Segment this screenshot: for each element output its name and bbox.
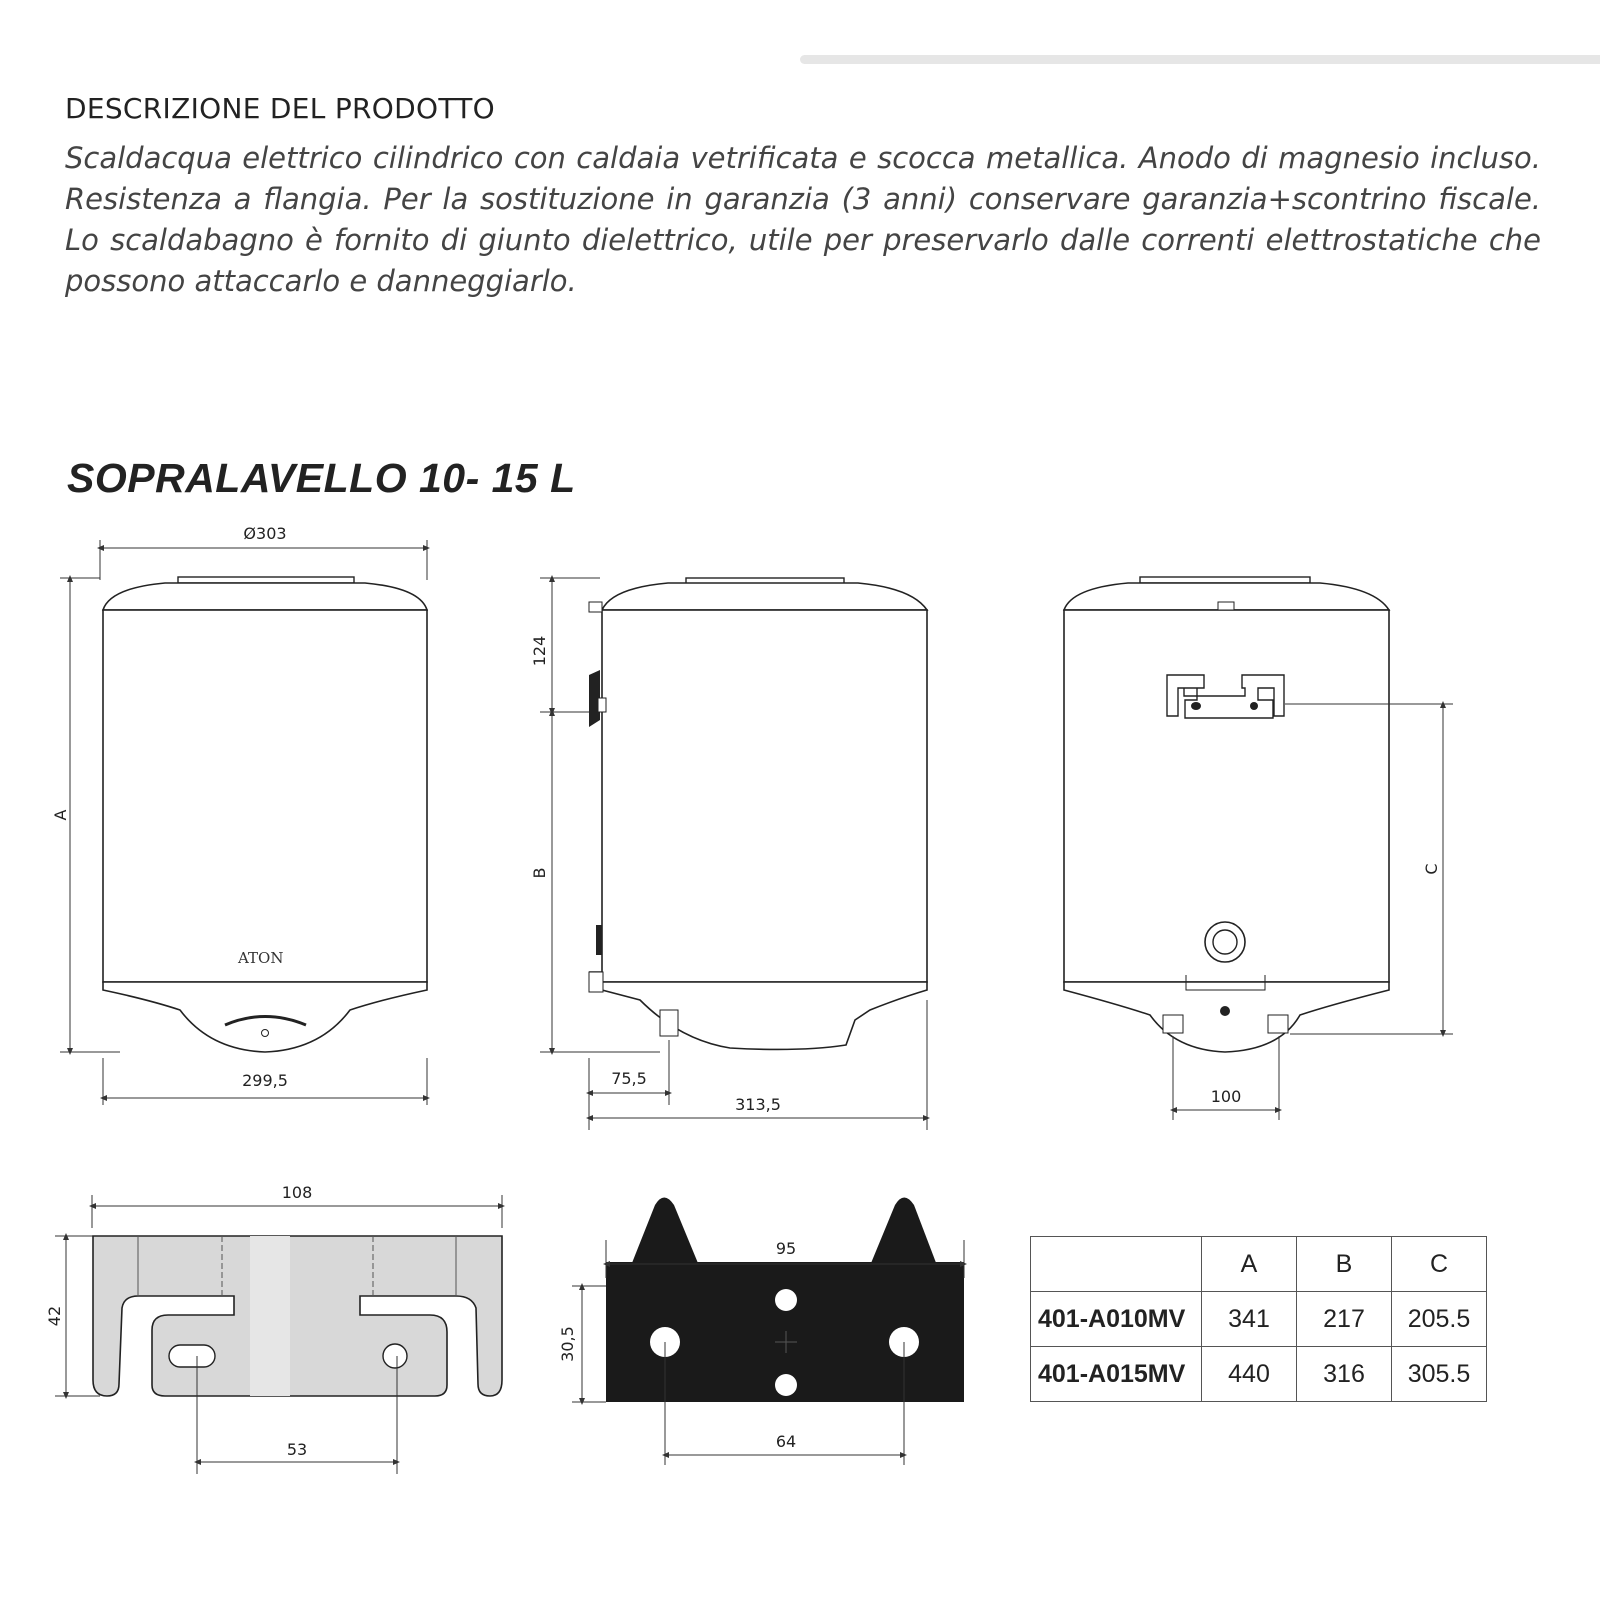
table-cell: 341 (1202, 1292, 1297, 1347)
spec-table (1030, 1236, 1487, 1402)
dim-label-b: B (530, 867, 549, 879)
table-cell: 205.5 (1392, 1292, 1487, 1347)
model-title: SOPRALAVELLO 10- 15 L (67, 455, 576, 501)
table-header-cell: B (1297, 1237, 1392, 1292)
wall-bracket (45, 1183, 502, 1474)
dim-diameter: Ø303 (243, 524, 287, 543)
table-cell: 217 (1297, 1292, 1392, 1347)
table-row (1031, 1347, 1487, 1402)
table-header-cell: C (1392, 1237, 1487, 1292)
back-view (1064, 577, 1453, 1120)
dim-back-pipe-spacing: 100 (1210, 1087, 1242, 1106)
table-cell: 305.5 (1392, 1347, 1487, 1402)
table-cell: 401-A010MV (1031, 1292, 1202, 1347)
dim-bracket-holes: 53 (286, 1440, 308, 1459)
side-view (530, 578, 927, 1130)
dim-bracket-width: 108 (281, 1183, 313, 1202)
product-description: Scaldacqua elettrico cilindrico con caldaia vetrificata e scocca metallica. Anodo di magnesio incluso. Resistenza a flangia. Per la sostituzione in garanzia (3 anni) conservare garanzia+scontrino fiscale. Lo scaldabagno è fornito di giunto dielettrico, utile per preservarlo dalle correnti elettrostatiche che possono attaccarlo e danneggiarlo. (65, 141, 1541, 298)
section-heading: DESCRIZIONE DEL PRODOTTO (65, 92, 495, 125)
dim-side-pipe: 75,5 (611, 1069, 647, 1088)
brand-logo: ATON (238, 949, 284, 967)
table-cell: 316 (1297, 1347, 1392, 1402)
dim-plate-holes: 64 (775, 1432, 797, 1451)
table-row (1031, 1292, 1487, 1347)
dim-label-a: A (51, 809, 70, 821)
table-header-cell (1031, 1237, 1202, 1292)
dim-side-top: 124 (530, 635, 549, 667)
dim-side-depth: 313,5 (735, 1095, 781, 1114)
dim-plate-height: 30,5 (558, 1326, 577, 1362)
dim-front-width: 299,5 (242, 1071, 288, 1090)
dim-plate-width: 95 (775, 1239, 797, 1258)
dim-label-c: C (1422, 863, 1441, 875)
table-header-row (1031, 1237, 1487, 1292)
front-view (51, 524, 427, 1105)
mounting-plate (558, 1198, 964, 1466)
table-cell: 401-A015MV (1031, 1347, 1202, 1402)
table-header-cell: A (1202, 1237, 1297, 1292)
table-cell: 440 (1202, 1347, 1297, 1402)
dim-bracket-height: 42 (45, 1305, 64, 1327)
